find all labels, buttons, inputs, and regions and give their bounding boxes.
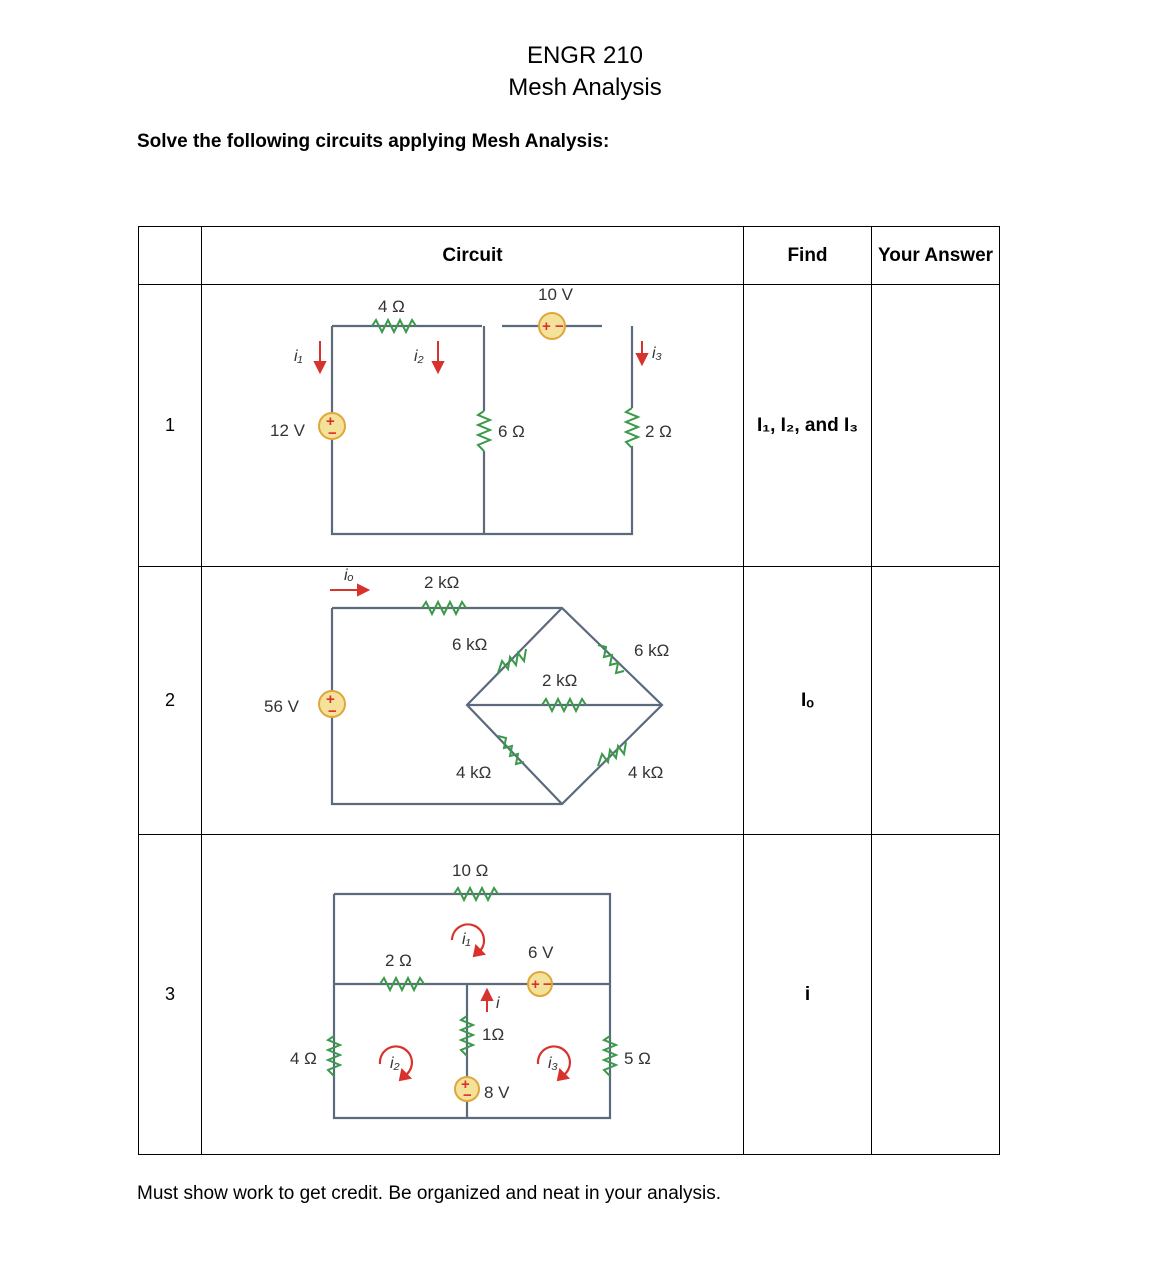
instructions: Solve the following circuits applying Mesh Analysis:	[137, 131, 610, 152]
answer-cell[interactable]	[872, 567, 1000, 835]
c1-label-i1: i₁	[294, 347, 303, 365]
c2-label-r-ll: 4 kΩ	[456, 762, 492, 782]
c1-label-i3: i₃	[652, 344, 662, 362]
course-title: ENGR 210	[526, 42, 644, 69]
svg-text:+: +	[461, 1075, 470, 1093]
problem-number: 2	[139, 567, 202, 835]
c2-resistor-ur	[598, 645, 624, 673]
answer-cell[interactable]	[872, 835, 1000, 1155]
find-value: Iₒ	[744, 567, 872, 835]
c3-label-i3: i₃	[548, 1054, 558, 1072]
circuit-3-diagram	[202, 836, 743, 1154]
c3-label-i1: i₁	[462, 930, 471, 948]
problem-table	[138, 226, 1000, 1155]
col-number-header	[139, 227, 202, 285]
table-row	[139, 285, 1000, 567]
svg-text:+: +	[326, 412, 335, 430]
svg-text:−: −	[463, 1086, 472, 1104]
c2-label-io: iₒ	[344, 567, 354, 584]
col-circuit-header: Circuit	[202, 227, 744, 285]
c2-label-r-mid: 2 kΩ	[542, 670, 578, 690]
c3-label-r-center: 1Ω	[482, 1024, 505, 1044]
c1-label-r-mid: 6 Ω	[498, 421, 525, 441]
c3-label-src-6: 6 V	[528, 942, 554, 962]
c2-label-r-top: 2 kΩ	[424, 572, 460, 592]
find-value: I₁, I₂, and I₃	[744, 285, 872, 567]
circuit-1-diagram	[202, 286, 743, 566]
circuit-1-cell	[202, 285, 744, 567]
svg-text:+: +	[326, 690, 335, 708]
document-header	[0, 40, 1170, 104]
footer-note: Must show work to get credit. Be organized and neat in your analysis.	[137, 1183, 722, 1204]
find-value: i	[744, 835, 872, 1155]
circuit-2-diagram	[202, 568, 743, 834]
table-header-row	[139, 227, 1000, 285]
svg-text:−: −	[328, 702, 337, 720]
c2-label-source: 56 V	[264, 696, 299, 716]
c3-label-r-mid-left: 2 Ω	[385, 950, 412, 970]
col-find-header: Find	[744, 227, 872, 285]
table-row	[139, 567, 1000, 835]
c3-label-r-right: 5 Ω	[624, 1048, 651, 1068]
c3-label-src-8: 8 V	[484, 1082, 510, 1102]
answer-cell[interactable]	[872, 285, 1000, 567]
svg-text:+: +	[542, 317, 551, 335]
circuit-1	[202, 286, 743, 566]
svg-text:−: −	[543, 975, 552, 993]
circuit-2	[202, 568, 743, 834]
c1-label-source-top: 10 V	[538, 285, 573, 304]
c1-label-i2: i₂	[414, 347, 424, 365]
c1-resistor-6ohm	[478, 411, 490, 451]
c3-label-i: i	[496, 994, 500, 1012]
table-row	[139, 835, 1000, 1155]
c2-label-r-lr: 4 kΩ	[628, 762, 664, 782]
c1-label-source-left: 12 V	[270, 420, 305, 440]
c2-label-r-ul: 6 kΩ	[452, 634, 488, 654]
c3-label-r-left: 4 Ω	[290, 1048, 317, 1068]
problem-number: 3	[139, 835, 202, 1155]
circuit-3	[202, 836, 743, 1154]
svg-text:+: +	[531, 975, 540, 993]
assignment-subtitle: Mesh Analysis	[508, 74, 662, 101]
problem-number: 1	[139, 285, 202, 567]
col-answer-header: Your Answer	[872, 227, 1000, 285]
circuit-2-cell	[202, 567, 744, 835]
c3-label-r-top: 10 Ω	[452, 860, 489, 880]
c1-label-r-top: 4 Ω	[378, 296, 405, 316]
svg-text:−: −	[328, 424, 337, 442]
circuit-3-cell	[202, 835, 744, 1155]
svg-text:−: −	[555, 317, 564, 335]
c1-label-r-right: 2 Ω	[645, 421, 672, 441]
c3-label-i2: i₂	[390, 1054, 400, 1072]
c1-resistor-2ohm	[626, 408, 638, 448]
c2-label-r-ur: 6 kΩ	[634, 640, 670, 660]
